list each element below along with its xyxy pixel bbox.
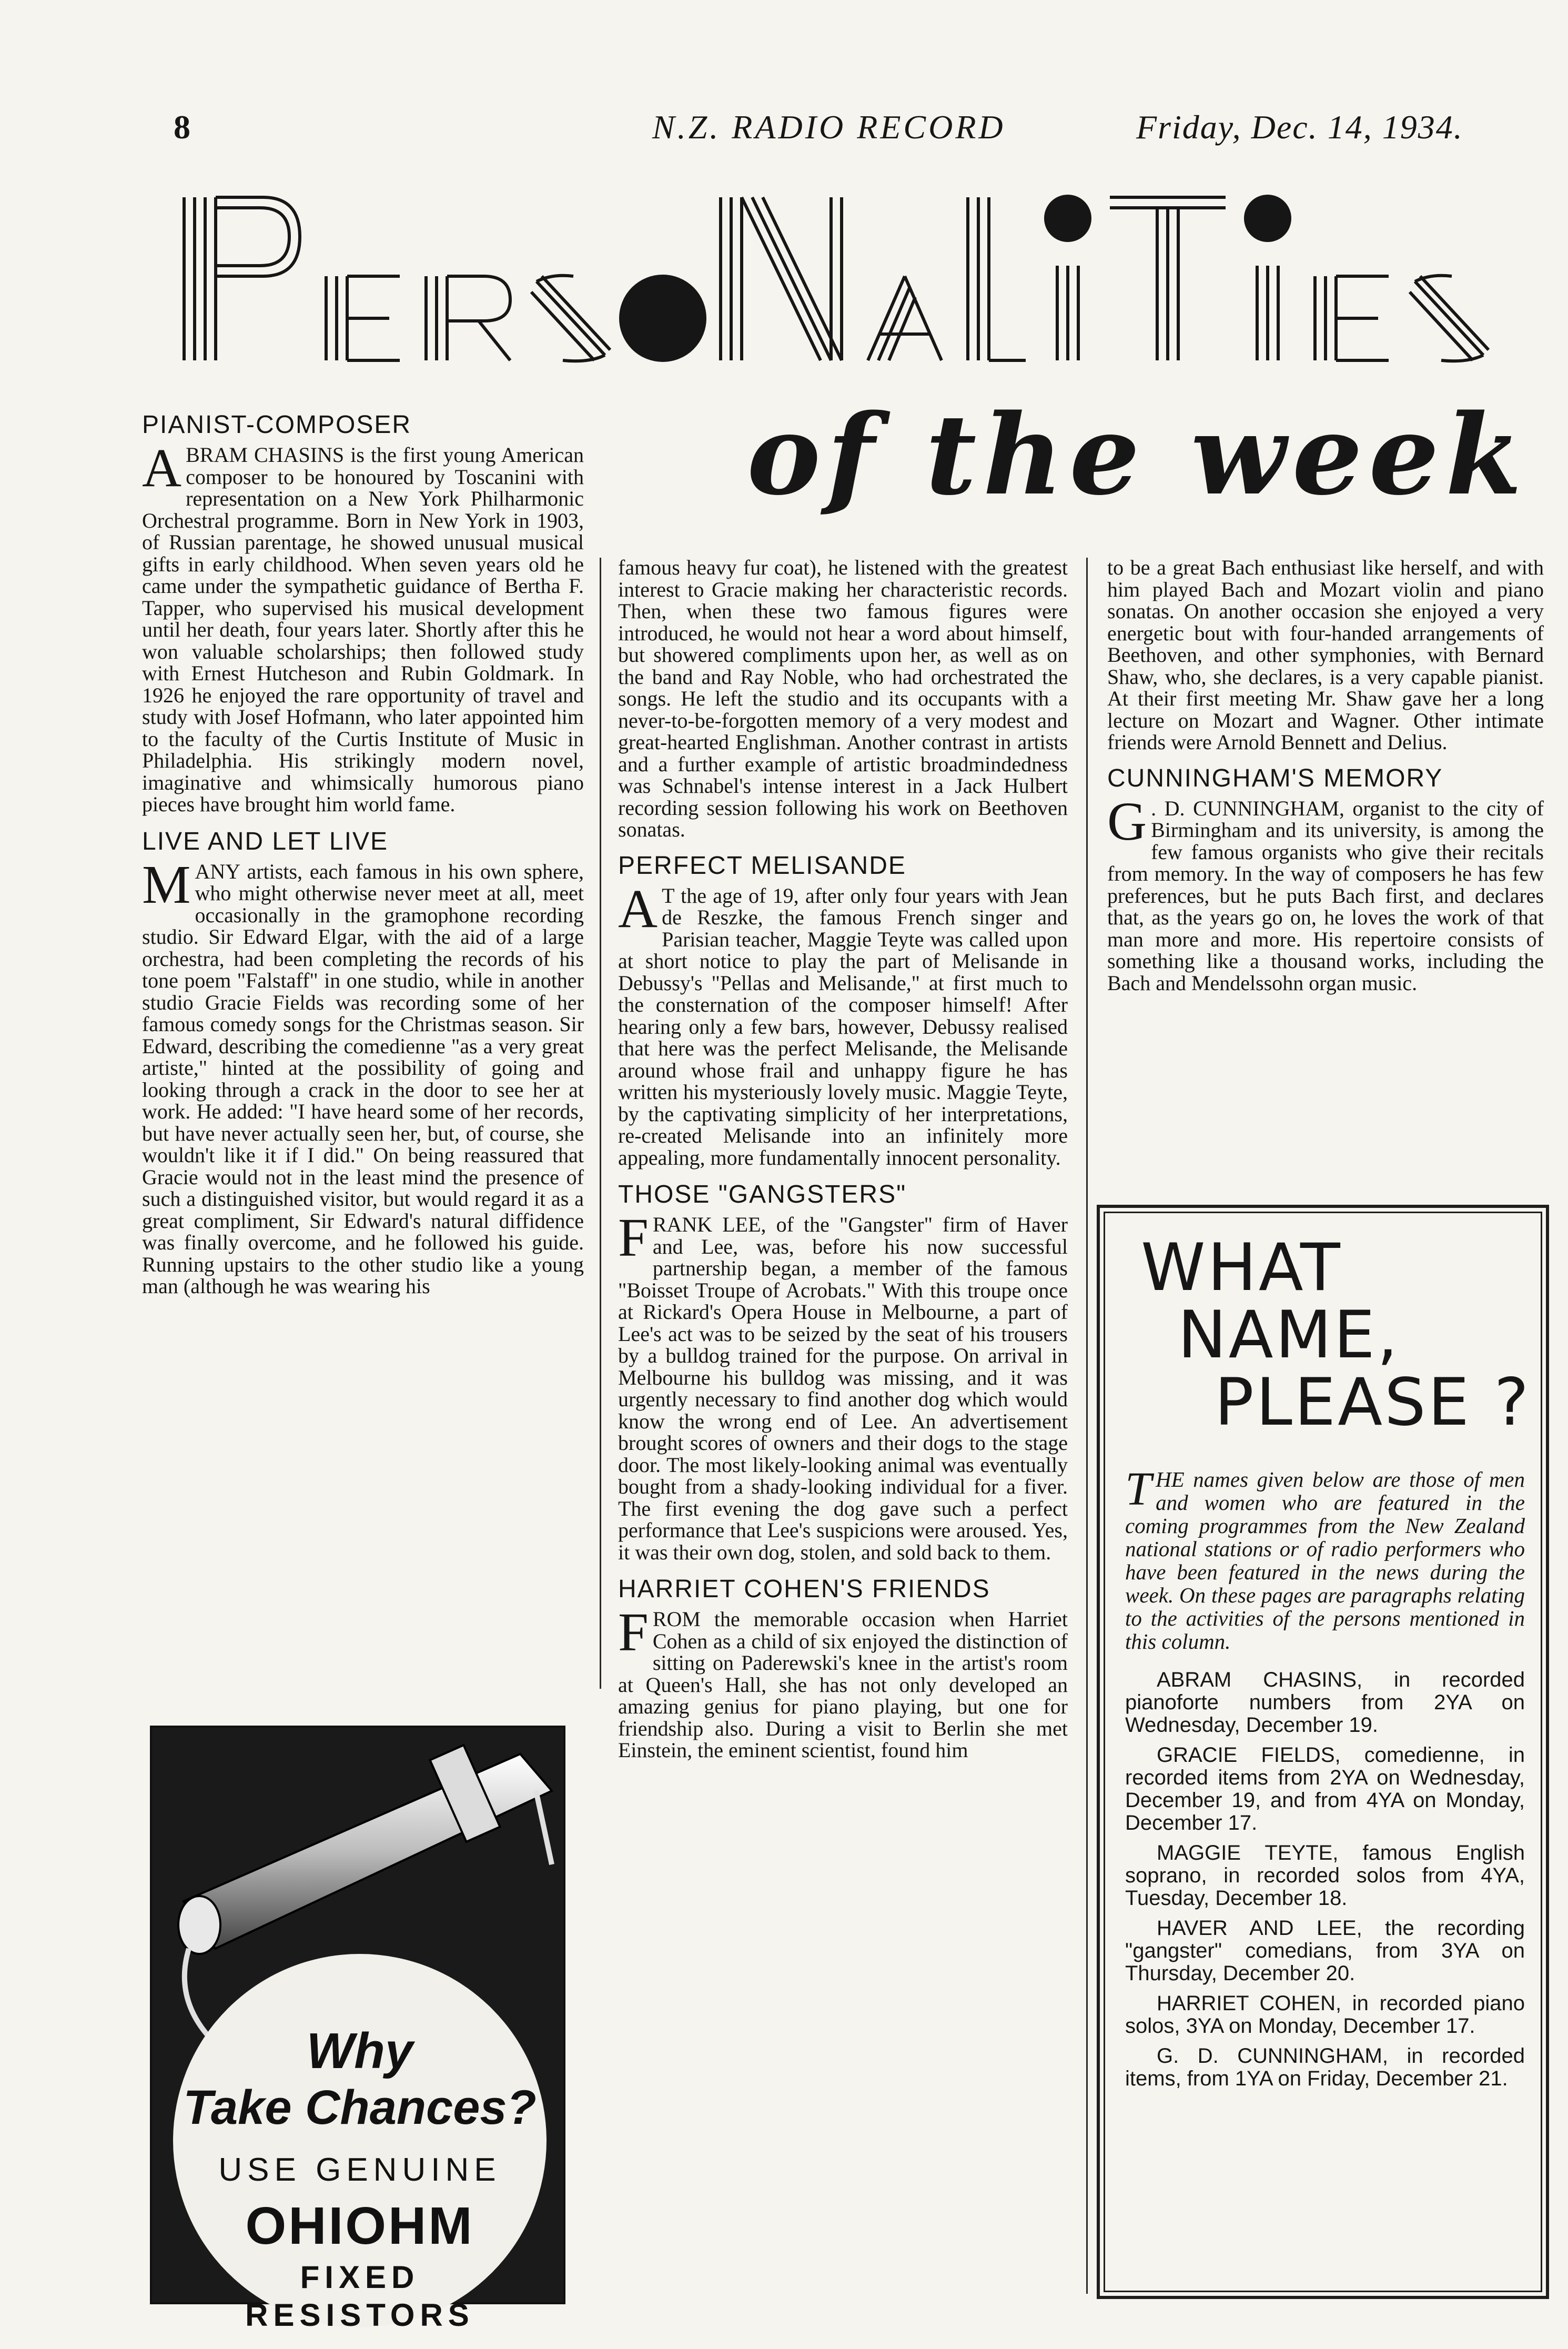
article-those-gangsters [618,1180,1068,1563]
title-letter-a [868,276,942,360]
ohiohm-advertisement [150,1726,565,2333]
page-subtitle: of the week [747,390,1529,520]
what-name-please-box [1097,1205,1549,2299]
drop-cap: F [618,1207,649,1268]
title-letter-s-2 [1410,276,1489,361]
ad-line: Take Chances? [183,2081,537,2134]
page-number: 8 [174,108,190,146]
title-letter-p [184,197,300,360]
ad-line: RESISTORS [245,2297,474,2333]
issue-date: Friday, Dec. 14, 1934. [1136,108,1463,146]
article-perfect-melisande [618,851,1068,1169]
page-title [174,187,1525,371]
box-entry: MAGGIE TEYTE, famous English soprano, in recorded solos from 4YA, Tuesday, December 18. [1125,1841,1525,1910]
article-paragraph: FROM the memorable occasion when Harriet Cohen as a child of six enjoyed the distinction of sitting on Paderewski's knee in the artist's room at Queen's Hall, she has not only developed an amazing genius for piano playing, but one for friendship also. During a visit to Berlin she met Einstein, the eminent scientist, found him [618,1602,1068,1762]
article-continuation: famous heavy fur coat), he listened with the greatest interest to Gracie making her characteristic records. Then, when these two famous figures were introduced, he would not hear a word about himself, but showered compliments upon her, as well as on the band and Ray Noble, who had orchestrated the songs. He left the studio and its occupants with a never-to-be-forgotten memory of a very modest and great-hearted Englishman. Another contrast in artists and a further example of artistic broadmindedness was Schnabel's intense interest in a Jack Hulbert recording session following his work on Beethoven sonatas. [618,556,1068,841]
article-cunninghams-memory [1107,764,1544,994]
title-letter-n [721,197,842,360]
column-2 [618,557,1068,1773]
title-letter-l [968,197,1026,360]
ad-line: USE GENUINE [218,2152,501,2188]
article-paragraph: ABRAM CHASINS is the first young American composer to be honoured by Toscanini with representation on a New York Philharmonic Orchestral programme. Born in New York in 1903, of Russian parentage, he showed unusual musical gifts in early childhood. When seven years old he came under the sympathetic guidance of Bertha F. Tapper, who supervised his musical development until her death, four years later. Shortly after this he won valuable scholarships; then followed study with Ernest Hutcheson and Rubin Goldmark. In 1926 he enjoyed the rare opportunity of travel and study with Josef Hofmann, who later appointed him to the faculty of the Curtis Institute of Music in Philadelphia. His strikingly modern novel, imaginative and whimsically humorous piano pieces have brought him world fame. [142,438,584,816]
article-pianist-composer [142,410,584,815]
title-letter-i [1057,266,1078,360]
article-heading: PERFECT MELISANDE [618,851,906,880]
column-3 [1107,557,1544,1005]
article-continuation: to be a great Bach enthusiast like herself, and with him played Bach and Mozart violin and piano sonatas. On another occasion she enjoyed a very energetic bout with four-handed arrangements of Beethoven, and other symphonies, with Bernard Shaw, who, she declares, is a very capable pianist. At their first meeting Mr. Shaw gave her a long lecture on Mozart and Wagner. Other intimate friends were Arnold Bennett and Delius. [1107,556,1544,754]
box-entry: G. D. CUNNINGHAM, in recorded items, from 1YA on Friday, December 21. [1125,2044,1525,2090]
drop-cap: M [142,854,191,915]
article-heading: THOSE "GANGSTERS" [618,1181,907,1208]
article-harriet-cohens-friends [618,1575,1068,1761]
title-letter-s [531,276,610,361]
drop-cap: G [1107,791,1147,852]
article-heading: LIVE AND LET LIVE [142,827,388,855]
ad-brand: OHIOHM [245,2196,474,2255]
paper-name: N.Z. RADIO RECORD [652,108,1006,146]
ad-line: Why [306,2023,413,2079]
article-heading: HARRIET COHEN'S FRIENDS [618,1575,990,1603]
article-paragraph: G . D. CUNNINGHAM, organist to the city of Birmingham and its university, is among the few famous organists who give their recitals from memory. In the way of composers he has few preferences, but he puts Bach first, and declares that, as the years go on, he loves the work of that man more and more. His repertoire consists of something like a thousand works, including the Bach and Mendelssohn organ music. [1107,791,1544,995]
article-paragraph: A T the age of 19, after only four years with Jean de Reszke, the famous French singer and Parisian teacher, Maggie Teyte was called upon at short notice to play the part of Melisande in Debussy's "Pellas and Melisande," at first much to the consternation of the composer himself! After hearing only a few bars, however, Debussy realised that here was the perfect Melisande, the Melisande around whose frail and unhappy figure he has written his mysteriously lovely music. Maggie Teyte, by the captivating simplicity of her interpretations, re-created Melisande into an infinitely more appealing, more fundamentally innocent personality. [618,878,1068,1170]
title-letter-r [426,276,510,360]
article-live-and-let-live [142,827,584,1297]
title-letter-i-2 [1257,266,1278,360]
title-graphic [174,187,1525,371]
article-heading: CUNNINGHAM'S MEMORY [1107,764,1443,792]
drop-cap: A [618,878,658,939]
box-entry: GRACIE FIELDS, comedienne, in recorded items from 2YA on Wednesday, December 19, and from 4YA on Monday, December 17. [1125,1743,1525,1834]
box-entry: HARRIET COHEN, in recorded piano solos, 3YA on Monday, December 17. [1125,1992,1525,2038]
drop-cap: A [142,438,182,498]
box-entry: ABRAM CHASINS, in recorded pianoforte numbers from 2YA on Wednesday, December 19. [1125,1668,1525,1737]
column-rule [1086,558,1088,2294]
box-intro: THE names given below are those of men and women who are featured in the coming programmes from the New Zealand national stations or of radio performers who have been featured in the news during the week. On these pages are paragraphs relating to the activities of the persons mentioned in this column. [1125,1463,1525,1654]
article-heading: PIANIST-COMPOSER [142,411,412,439]
title-letter-e-2 [1315,276,1389,360]
title-letter-e [326,276,400,360]
column-1 [142,410,584,1309]
box-entry: HAVER AND LEE, the recording "gangster" comedians, from 3YA on Thursday, December 20. [1125,1917,1525,1985]
ad-line: FIXED [300,2260,420,2295]
title-letter-t [1110,197,1226,360]
drop-cap: F [618,1602,649,1662]
drop-cap: T [1125,1463,1152,1515]
box-title: WHAT NAME, PLEASE ? [1141,1230,1531,1440]
column-rule [600,558,601,1689]
masthead [0,108,1568,158]
article-paragraph: FRANK LEE, of the "Gangster" firm of Haver and Lee, was, before his now successful partnership began, a member of the famous "Boisset Troupe of Acrobats." With this troupe once at Rickard's Opera House in Melbourne, a part of Lee's act was to be seized by the seat of his trousers by a bulldog trained for the purpose. On arrival in Melbourne his bulldog was missing, and it was urgently necessary to find another dog which would know the wrong end of Lee. An advertisement brought scores of owners and their dogs to the stage door. The most likely-looking animal was eventually bought from a shady-looking individual for a fiver. The first evening the dog gave such a perfect performance that Lee's suspicions were aroused. Yes, it was their own dog, stolen, and sold back to them. [618,1207,1068,1564]
article-paragraph: MANY artists, each famous in his own sphere, who might otherwise never meet at all, meet occasionally in the gramophone recording studio. Sir Edward Elgar, with the aid of a large orchestra, had been completing the records of his tone poem "Falstaff" in one studio, while in another studio Gracie Fields was recording some of her famous comedy songs for the Christmas season. Sir Edward, describing the comedienne "as a very great artiste," hinted at the possibility of going and looking through a crack in the door to see her at work. He added: "I have heard some of her records, but have never actually seen her, but, of course, she wouldn't like it if I did." On being reassured that Gracie would not in the least mind the presence of such a distinguished visitor, but would regard it as a great compliment, Sir Edward's natural diffidence was finally overcome, and he followed his guide. Running upstairs to the other studio like a young man (although he was wearing his [142,854,584,1298]
